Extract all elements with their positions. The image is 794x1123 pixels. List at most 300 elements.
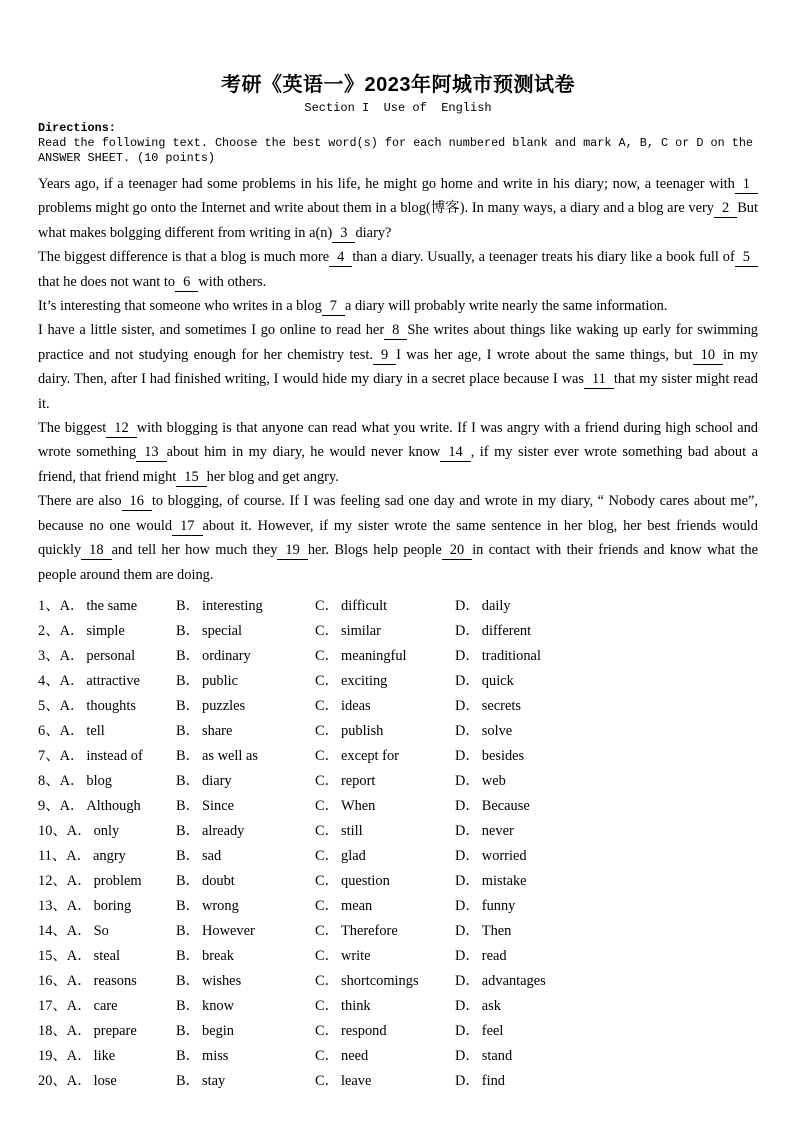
option-text: interesting <box>202 597 263 614</box>
option-letter: C． <box>315 997 339 1014</box>
passage-paragraph: The biggest 12 with blogging is that anyone can read what you write. If I was angry with a friend during high school and wrote something 13 about him in my diary, he would never know 14 , if my sister ever wrote something bad about a friend, that friend might 15 her blog and get angry. <box>38 420 758 485</box>
option-letter: B． <box>176 672 200 689</box>
option-d <box>455 869 758 894</box>
option-text: Therefore <box>341 922 398 939</box>
option-text: boring <box>93 897 132 914</box>
option-text: like <box>93 1047 116 1064</box>
question-row <box>38 669 758 694</box>
option-letter: D． <box>455 1022 480 1039</box>
option-letter: C． <box>315 747 339 764</box>
question-row <box>38 769 758 794</box>
option-text: think <box>341 997 371 1014</box>
option-text: doubt <box>202 872 235 889</box>
option-letter: B． <box>176 1022 200 1039</box>
option-text: web <box>481 772 506 789</box>
option-a <box>38 794 176 819</box>
question-number: 4、 <box>38 672 60 689</box>
question-number: 19、 <box>38 1047 67 1064</box>
option-letter: C． <box>315 847 339 864</box>
option-letter: D． <box>455 1072 480 1089</box>
question-number: 11、 <box>38 847 67 864</box>
option-a <box>38 869 176 894</box>
option-c <box>315 1069 455 1094</box>
option-d <box>455 944 758 969</box>
option-letter: D． <box>455 872 480 889</box>
question-number: 3、 <box>38 647 60 664</box>
option-text: Then <box>481 922 512 939</box>
option-text: mistake <box>481 872 527 889</box>
option-letter: D． <box>455 922 480 939</box>
option-text: need <box>341 1047 369 1064</box>
option-text: feel <box>481 1022 504 1039</box>
option-letter: A． <box>59 622 85 639</box>
option-a <box>38 894 176 919</box>
option-letter: C． <box>315 722 339 739</box>
option-text: ask <box>481 997 501 1014</box>
option-text: stand <box>481 1047 513 1064</box>
option-text: know <box>202 997 234 1014</box>
question-row <box>38 994 758 1019</box>
option-d <box>455 994 758 1019</box>
question-row <box>38 1044 758 1069</box>
option-letter: D． <box>455 822 480 839</box>
option-text: quick <box>481 672 514 689</box>
option-letter: C． <box>315 647 339 664</box>
question-number: 10、 <box>38 822 67 839</box>
option-text: simple <box>86 622 125 639</box>
question-row <box>38 1019 758 1044</box>
option-letter: A． <box>66 822 92 839</box>
option-text: When <box>341 797 376 814</box>
option-text: diary <box>202 772 232 789</box>
option-c <box>315 894 455 919</box>
question-row <box>38 894 758 919</box>
question-number: 20、 <box>38 1072 67 1089</box>
option-text: break <box>202 947 234 964</box>
option-c <box>315 819 455 844</box>
option-c <box>315 669 455 694</box>
option-d <box>455 819 758 844</box>
option-letter: D． <box>455 747 480 764</box>
option-text: share <box>202 722 233 739</box>
option-letter: A． <box>66 997 92 1014</box>
cloze-blank: 2 <box>714 200 737 218</box>
option-letter: C． <box>315 597 339 614</box>
option-letter: A． <box>66 897 92 914</box>
option-letter: B． <box>176 747 200 764</box>
question-number: 6、 <box>38 722 60 739</box>
option-text: shortcomings <box>341 972 419 989</box>
option-a <box>38 1069 176 1094</box>
option-b <box>176 769 315 794</box>
option-text: personal <box>86 647 136 664</box>
cloze-blank: 10 <box>693 347 723 365</box>
option-d <box>455 769 758 794</box>
cloze-blank: 11 <box>584 371 614 389</box>
option-d <box>455 1044 758 1069</box>
option-text: instead of <box>86 747 143 764</box>
option-b <box>176 1044 315 1069</box>
option-letter: B． <box>176 722 200 739</box>
option-text: miss <box>202 1047 229 1064</box>
question-number: 8、 <box>38 772 60 789</box>
option-text: different <box>481 622 532 639</box>
option-letter: A． <box>66 872 92 889</box>
cloze-blank: 8 <box>384 322 407 340</box>
section-heading: Section I Use of English <box>304 101 492 115</box>
option-b <box>176 894 315 919</box>
option-text: daily <box>481 597 511 614</box>
option-text: wrong <box>202 897 239 914</box>
option-b <box>176 969 315 994</box>
option-a <box>38 769 176 794</box>
option-b <box>176 669 315 694</box>
question-row <box>38 969 758 994</box>
option-letter: D． <box>455 647 480 664</box>
option-text: thoughts <box>86 697 136 714</box>
option-letter: B． <box>176 597 200 614</box>
option-letter: B． <box>176 622 200 639</box>
cloze-blank: 18 <box>81 542 111 560</box>
option-letter: D． <box>455 797 480 814</box>
option-b <box>176 744 315 769</box>
option-text: difficult <box>341 597 388 614</box>
option-c <box>315 919 455 944</box>
option-b <box>176 694 315 719</box>
option-text: leave <box>341 1072 372 1089</box>
option-text: funny <box>481 897 516 914</box>
option-letter: D． <box>455 897 480 914</box>
option-letter: B． <box>176 1072 200 1089</box>
option-letter: C． <box>315 772 339 789</box>
cloze-blank: 14 <box>440 444 470 462</box>
option-text: meaningful <box>341 647 407 664</box>
question-row <box>38 794 758 819</box>
question-number: 7、 <box>38 747 60 764</box>
option-text: traditional <box>481 647 541 664</box>
option-text: puzzles <box>202 697 246 714</box>
question-number: 18、 <box>38 1022 67 1039</box>
option-letter: C． <box>315 872 339 889</box>
option-text: exciting <box>341 672 388 689</box>
option-text: as well as <box>202 747 258 764</box>
cloze-blank: 4 <box>329 249 352 267</box>
passage-paragraph: Years ago, if a teenager had some problems in his life, he might go home and write in his diary; now, a teenager with 1problems might go onto the Internet and write about them in a blog(博客). In many ways, a diary and a blog are very 2 But what makes bolgging different from writing in a(n) 3 diary? <box>38 176 758 241</box>
question-number: 14、 <box>38 922 67 939</box>
option-text: So <box>93 922 109 939</box>
option-a <box>38 719 176 744</box>
option-letter: B． <box>176 697 200 714</box>
option-d <box>455 894 758 919</box>
option-letter: A． <box>66 1072 92 1089</box>
option-letter: B． <box>176 847 200 864</box>
option-d <box>455 969 758 994</box>
question-row <box>38 819 758 844</box>
option-b <box>176 944 315 969</box>
question-row <box>38 694 758 719</box>
option-b <box>176 994 315 1019</box>
option-text: special <box>202 622 242 639</box>
question-row <box>38 619 758 644</box>
directions-text: Read the following text. Choose the best word(s) for each numbered blank and mark A, B, C or D on the ANSWER SHEET. (10 points) <box>38 136 754 165</box>
option-a <box>38 944 176 969</box>
option-letter: A． <box>59 597 85 614</box>
option-letter: A． <box>66 847 92 864</box>
option-letter: D． <box>455 997 480 1014</box>
option-letter: C． <box>315 1047 339 1064</box>
option-text: secrets <box>481 697 521 714</box>
question-row <box>38 644 758 669</box>
option-c <box>315 594 455 619</box>
option-text: worried <box>481 847 527 864</box>
option-letter: D． <box>455 1047 480 1064</box>
option-text: besides <box>481 747 525 764</box>
option-letter: C． <box>315 1072 339 1089</box>
option-letter: B． <box>176 772 200 789</box>
option-text: already <box>202 822 245 839</box>
option-c <box>315 619 455 644</box>
option-letter: B． <box>176 872 200 889</box>
option-a <box>38 594 176 619</box>
option-b <box>176 844 315 869</box>
option-b <box>176 794 315 819</box>
option-c <box>315 869 455 894</box>
option-c <box>315 694 455 719</box>
option-text: begin <box>202 1022 234 1039</box>
option-text: public <box>202 672 238 689</box>
option-letter: B． <box>176 897 200 914</box>
question-row <box>38 719 758 744</box>
option-a <box>38 844 176 869</box>
question-row <box>38 869 758 894</box>
question-number: 13、 <box>38 897 67 914</box>
question-row <box>38 594 758 619</box>
option-c <box>315 794 455 819</box>
question-number: 15、 <box>38 947 67 964</box>
option-d <box>455 844 758 869</box>
option-letter: B． <box>176 997 200 1014</box>
option-letter: A． <box>59 647 85 664</box>
option-a <box>38 619 176 644</box>
option-text: advantages <box>481 972 546 989</box>
cloze-blank: 3 <box>332 225 355 243</box>
question-number: 5、 <box>38 697 60 714</box>
option-text: write <box>341 947 371 964</box>
option-letter: C． <box>315 672 339 689</box>
option-a <box>38 1019 176 1044</box>
directions-block <box>38 121 758 166</box>
option-text: ordinary <box>202 647 251 664</box>
option-letter: B． <box>176 972 200 989</box>
option-text: care <box>93 997 118 1014</box>
option-b <box>176 719 315 744</box>
option-d <box>455 619 758 644</box>
option-letter: D． <box>455 947 480 964</box>
option-text: attractive <box>86 672 140 689</box>
option-c <box>315 769 455 794</box>
option-letter: B． <box>176 922 200 939</box>
option-letter: D． <box>455 597 480 614</box>
option-b <box>176 919 315 944</box>
option-d <box>455 794 758 819</box>
option-text: glad <box>341 847 366 864</box>
cloze-blank: 12 <box>106 420 136 438</box>
option-text: wishes <box>202 972 242 989</box>
option-d <box>455 719 758 744</box>
option-letter: C． <box>315 897 339 914</box>
option-text: Although <box>86 797 141 814</box>
option-letter: D． <box>455 847 480 864</box>
option-letter: C． <box>315 1022 339 1039</box>
option-text: steal <box>93 947 120 964</box>
option-a <box>38 744 176 769</box>
option-letter: B． <box>176 822 200 839</box>
option-text: respond <box>341 1022 387 1039</box>
option-c <box>315 719 455 744</box>
option-a <box>38 669 176 694</box>
option-letter: D． <box>455 772 480 789</box>
option-c <box>315 844 455 869</box>
option-text: still <box>341 822 363 839</box>
option-a <box>38 819 176 844</box>
option-text: the same <box>86 597 138 614</box>
question-number: 12、 <box>38 872 67 889</box>
option-text: sad <box>202 847 222 864</box>
option-letter: B． <box>176 797 200 814</box>
option-text: reasons <box>93 972 137 989</box>
option-text: Because <box>481 797 530 814</box>
option-b <box>176 1069 315 1094</box>
option-letter: D． <box>455 972 480 989</box>
cloze-blank: 17 <box>172 518 202 536</box>
question-number: 2、 <box>38 622 60 639</box>
option-letter: B． <box>176 647 200 664</box>
option-d <box>455 919 758 944</box>
option-d <box>455 669 758 694</box>
option-text: angry <box>93 847 126 864</box>
option-text: report <box>341 772 376 789</box>
option-a <box>38 994 176 1019</box>
passage-paragraph: I have a little sister, and sometimes I go online to read her 8 She writes about things like waking up early for swimming practice and not studying enough for her chemistry test. 9 I was her age, I wrote about the same things, but 10 in my dairy. Then, after I had finished writing, I would hide my diary in a secret place because I was 11 that my sister might read it. <box>38 322 758 412</box>
option-letter: C． <box>315 972 339 989</box>
option-letter: C． <box>315 922 339 939</box>
cloze-blank: 13 <box>136 444 166 462</box>
option-letter: D． <box>455 697 480 714</box>
option-letter: B． <box>176 947 200 964</box>
cloze-blank: 1 <box>735 176 758 194</box>
option-a <box>38 694 176 719</box>
option-letter: D． <box>455 722 480 739</box>
option-text: prepare <box>93 1022 137 1039</box>
option-letter: C． <box>315 697 339 714</box>
option-b <box>176 869 315 894</box>
option-text: Since <box>202 797 234 814</box>
cloze-blank: 20 <box>442 542 472 560</box>
option-text: However <box>202 922 255 939</box>
option-c <box>315 994 455 1019</box>
option-letter: A． <box>59 722 85 739</box>
option-text: tell <box>86 722 105 739</box>
option-text: solve <box>481 722 513 739</box>
option-a <box>38 1044 176 1069</box>
question-row <box>38 744 758 769</box>
question-row <box>38 919 758 944</box>
option-b <box>176 819 315 844</box>
cloze-passage <box>38 172 758 587</box>
option-d <box>455 744 758 769</box>
option-c <box>315 1044 455 1069</box>
question-number: 1、 <box>38 597 60 614</box>
option-text: read <box>481 947 507 964</box>
option-text: never <box>481 822 514 839</box>
option-text: question <box>341 872 390 889</box>
option-c <box>315 1019 455 1044</box>
option-d <box>455 1069 758 1094</box>
cloze-blank: 19 <box>277 542 307 560</box>
option-c <box>315 744 455 769</box>
option-letter: D． <box>455 622 480 639</box>
option-d <box>455 694 758 719</box>
option-letter: A． <box>66 947 92 964</box>
option-letter: A． <box>59 747 85 764</box>
cloze-blank: 16 <box>122 493 152 511</box>
option-letter: A． <box>66 1022 92 1039</box>
question-row <box>38 844 758 869</box>
passage-paragraph: It’s interesting that someone who writes in a blog 7 a diary will probably write nearly the same information. <box>38 298 668 315</box>
cloze-blank: 7 <box>322 298 345 316</box>
option-d <box>455 1019 758 1044</box>
option-text: publish <box>341 722 384 739</box>
option-letter: D． <box>455 672 480 689</box>
option-letter: A． <box>66 972 92 989</box>
option-text: mean <box>341 897 373 914</box>
cloze-blank: 9 <box>373 347 396 365</box>
option-text: lose <box>93 1072 117 1089</box>
option-b <box>176 619 315 644</box>
option-text: find <box>481 1072 505 1089</box>
option-letter: A． <box>66 1047 92 1064</box>
option-a <box>38 644 176 669</box>
question-number: 16、 <box>38 972 67 989</box>
passage-paragraph: There are also 16 to blogging, of course. If I was feeling sad one day and wrote in my diary, “ Nobody cares about me”, because no one would 17 about it. However, if my sister wrote the same sentence in her blog, her best friends would quickly 18 and tell her how much they 19 her. Blogs help people 20 in contact with their friends and know what the people around them are doing. <box>38 493 759 583</box>
option-letter: C． <box>315 822 339 839</box>
option-letter: C． <box>315 622 339 639</box>
question-number: 17、 <box>38 997 67 1014</box>
option-text: only <box>93 822 120 839</box>
option-letter: A． <box>59 772 85 789</box>
option-d <box>455 594 758 619</box>
option-b <box>176 644 315 669</box>
question-row <box>38 1069 758 1094</box>
option-b <box>176 594 315 619</box>
cloze-blank: 6 <box>175 274 198 292</box>
option-c <box>315 944 455 969</box>
option-letter: A． <box>66 922 92 939</box>
option-d <box>455 644 758 669</box>
option-letter: C． <box>315 797 339 814</box>
option-letter: B． <box>176 1047 200 1064</box>
question-number: 9、 <box>38 797 60 814</box>
option-b <box>176 1019 315 1044</box>
cloze-blank: 15 <box>176 469 206 487</box>
option-text: except for <box>341 747 399 764</box>
option-text: ideas <box>341 697 371 714</box>
option-letter: C． <box>315 947 339 964</box>
option-text: similar <box>341 622 381 639</box>
option-text: problem <box>93 872 142 889</box>
option-text: blog <box>86 772 112 789</box>
option-letter: A． <box>59 797 85 814</box>
